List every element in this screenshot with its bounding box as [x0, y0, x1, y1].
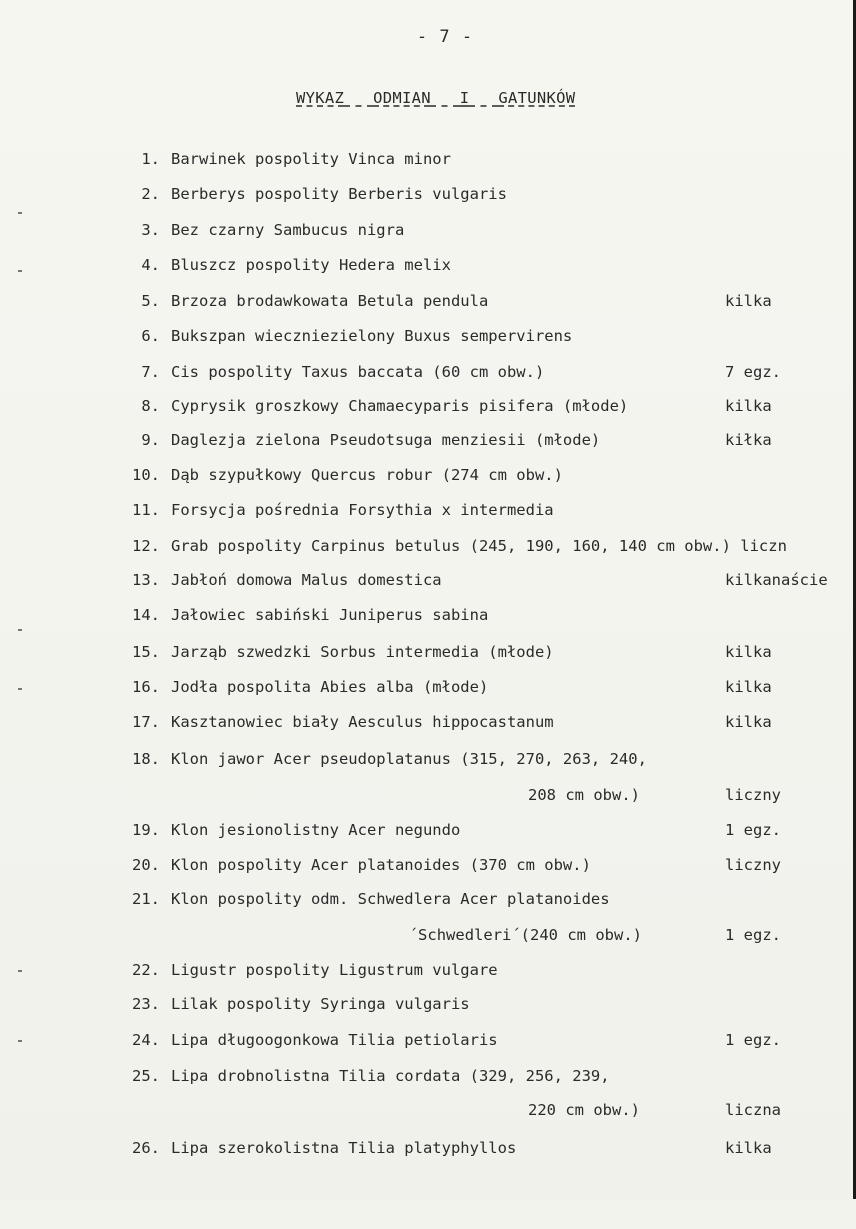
item-text: Lipa drobnolistna Tilia cordata (329, 256, 239,	[171, 1067, 610, 1085]
item-number: 18.	[132, 750, 160, 768]
item-amount: 1 egz.	[725, 926, 781, 944]
list-item	[0, 185, 856, 207]
item-amount: 7 egz.	[725, 363, 781, 381]
list-item	[0, 995, 856, 1017]
item-amount: liczna	[725, 1101, 781, 1119]
item-number: 5.	[141, 292, 160, 310]
item-text: Bukszpan wieczniezielony Buxus sempervirens	[171, 327, 573, 345]
item-text: Klon pospolity Acer platanoides (370 cm obw.)	[171, 856, 591, 874]
scan-speck	[18, 970, 22, 972]
item-number: 4.	[141, 256, 160, 274]
item-amount: kilka	[725, 713, 772, 731]
title-word: WYKAZ	[296, 89, 345, 107]
list-item	[0, 571, 856, 593]
list-item	[0, 713, 856, 735]
scan-speck	[18, 629, 22, 631]
item-amount: kilka	[725, 1139, 772, 1157]
item-number: 12.	[132, 537, 160, 555]
list-item	[0, 150, 856, 172]
list-item	[0, 537, 856, 559]
item-text: Grab pospolity Carpinus betulus (245, 190, 160, 140 cm obw.) liczn	[171, 537, 787, 555]
item-text: Bluszcz pospolity Hedera melix	[171, 256, 451, 274]
item-text: Daglezja zielona Pseudotsuga menziesii (młode)	[171, 431, 601, 449]
list-item	[0, 292, 856, 314]
scan-speck	[18, 212, 22, 214]
item-number: 15.	[132, 643, 160, 661]
item-number: 21.	[132, 890, 160, 908]
list-item	[0, 256, 856, 278]
list-item	[0, 221, 856, 243]
item-number: 26.	[132, 1139, 160, 1157]
scan-speck	[18, 270, 22, 272]
item-text: Barwinek pospolity Vinca minor	[171, 150, 451, 168]
scan-speck	[18, 688, 22, 690]
page-number: - 7 -	[416, 27, 474, 47]
item-amount: kilkanaście	[725, 571, 828, 589]
list-item-continuation	[0, 1101, 856, 1123]
item-number: 2.	[141, 185, 160, 203]
item-text: Bez czarny Sambucus nigra	[171, 221, 405, 239]
scan-speck	[18, 1040, 22, 1042]
list-item-continuation	[0, 786, 856, 808]
item-text: Ligustr pospolity Ligustrum vulgare	[171, 961, 498, 979]
item-amount: kilka	[725, 678, 772, 696]
item-number: 20.	[132, 856, 160, 874]
list-item	[0, 643, 856, 665]
list-item	[0, 431, 856, 453]
item-number: 1.	[141, 150, 160, 168]
item-text: ´Schwedleri´(240 cm obw.)	[408, 926, 642, 944]
item-text: Cis pospolity Taxus baccata (60 cm obw.)	[171, 363, 545, 381]
item-number: 14.	[132, 606, 160, 624]
item-text: Jabłoń domowa Malus domestica	[171, 571, 442, 589]
item-amount: 1 egz.	[725, 821, 781, 839]
list-item	[0, 678, 856, 700]
list-item	[0, 397, 856, 419]
item-text: Cyprysik groszkowy Chamaecyparis pisifera (młode)	[171, 397, 629, 415]
title-word: ODMIAN	[373, 89, 431, 107]
title-word: GATUNKÓW	[498, 89, 576, 107]
list-item	[0, 856, 856, 878]
item-text: Forsycja pośrednia Forsythia x intermedia	[171, 501, 554, 519]
item-text: Berberys pospolity Berberis vulgaris	[171, 185, 507, 203]
item-number: 6.	[141, 327, 160, 345]
list-item	[0, 1139, 856, 1161]
list-item	[0, 1031, 856, 1053]
item-text: Jodła pospolita Abies alba (młode)	[171, 678, 489, 696]
item-number: 8.	[141, 397, 160, 415]
item-text: Klon jesionolistny Acer negundo	[171, 821, 461, 839]
list-item	[0, 1067, 856, 1089]
item-text: Klon pospolity odm. Schwedlera Acer platanoides	[171, 890, 610, 908]
item-text: Kasztanowiec biały Aesculus hippocastanum	[171, 713, 554, 731]
item-number: 24.	[132, 1031, 160, 1049]
item-amount: liczny	[725, 786, 781, 804]
item-text: Lipa szerokolistna Tilia platyphyllos	[171, 1139, 517, 1157]
list-item	[0, 750, 856, 772]
item-number: 13.	[132, 571, 160, 589]
item-number: 23.	[132, 995, 160, 1013]
list-item	[0, 327, 856, 349]
title-word: I	[459, 89, 470, 107]
item-amount: 1 egz.	[725, 1031, 781, 1049]
item-amount: kilka	[725, 292, 772, 310]
item-text: Brzoza brodawkowata Betula pendula	[171, 292, 489, 310]
item-amount: kilka	[725, 397, 772, 415]
item-text: Klon jawor Acer pseudoplatanus (315, 270, 263, 240,	[171, 750, 647, 768]
item-number: 16.	[132, 678, 160, 696]
list-item	[0, 890, 856, 912]
item-number: 11.	[132, 501, 160, 519]
list-item	[0, 821, 856, 843]
item-amount: liczny	[725, 856, 781, 874]
list-item-continuation	[0, 926, 856, 948]
item-text: Jałowiec sabiński Juniperus sabina	[171, 606, 489, 624]
item-number: 3.	[141, 221, 160, 239]
item-number: 25.	[132, 1067, 160, 1085]
list-item	[0, 501, 856, 523]
item-amount: kilka	[725, 643, 772, 661]
item-number: 9.	[141, 431, 160, 449]
list-item	[0, 961, 856, 983]
item-amount: kiłka	[725, 431, 772, 449]
item-number: 17.	[132, 713, 160, 731]
item-text: Dąb szypułkowy Quercus robur (274 cm obw.)	[171, 466, 563, 484]
item-text: Lilak pospolity Syringa vulgaris	[171, 995, 470, 1013]
item-number: 7.	[141, 363, 160, 381]
item-text: 220 cm obw.)	[528, 1101, 640, 1119]
item-number: 22.	[132, 961, 160, 979]
item-text: Lipa długoogonkowa Tilia petiolaris	[171, 1031, 498, 1049]
item-number: 10.	[132, 466, 160, 484]
item-text: Jarząb szwedzki Sorbus intermedia (młode)	[171, 643, 554, 661]
page-title	[296, 89, 575, 107]
list-item	[0, 606, 856, 628]
item-text: 208 cm obw.)	[528, 786, 640, 804]
item-number: 19.	[132, 821, 160, 839]
list-item	[0, 363, 856, 385]
list-item	[0, 466, 856, 488]
